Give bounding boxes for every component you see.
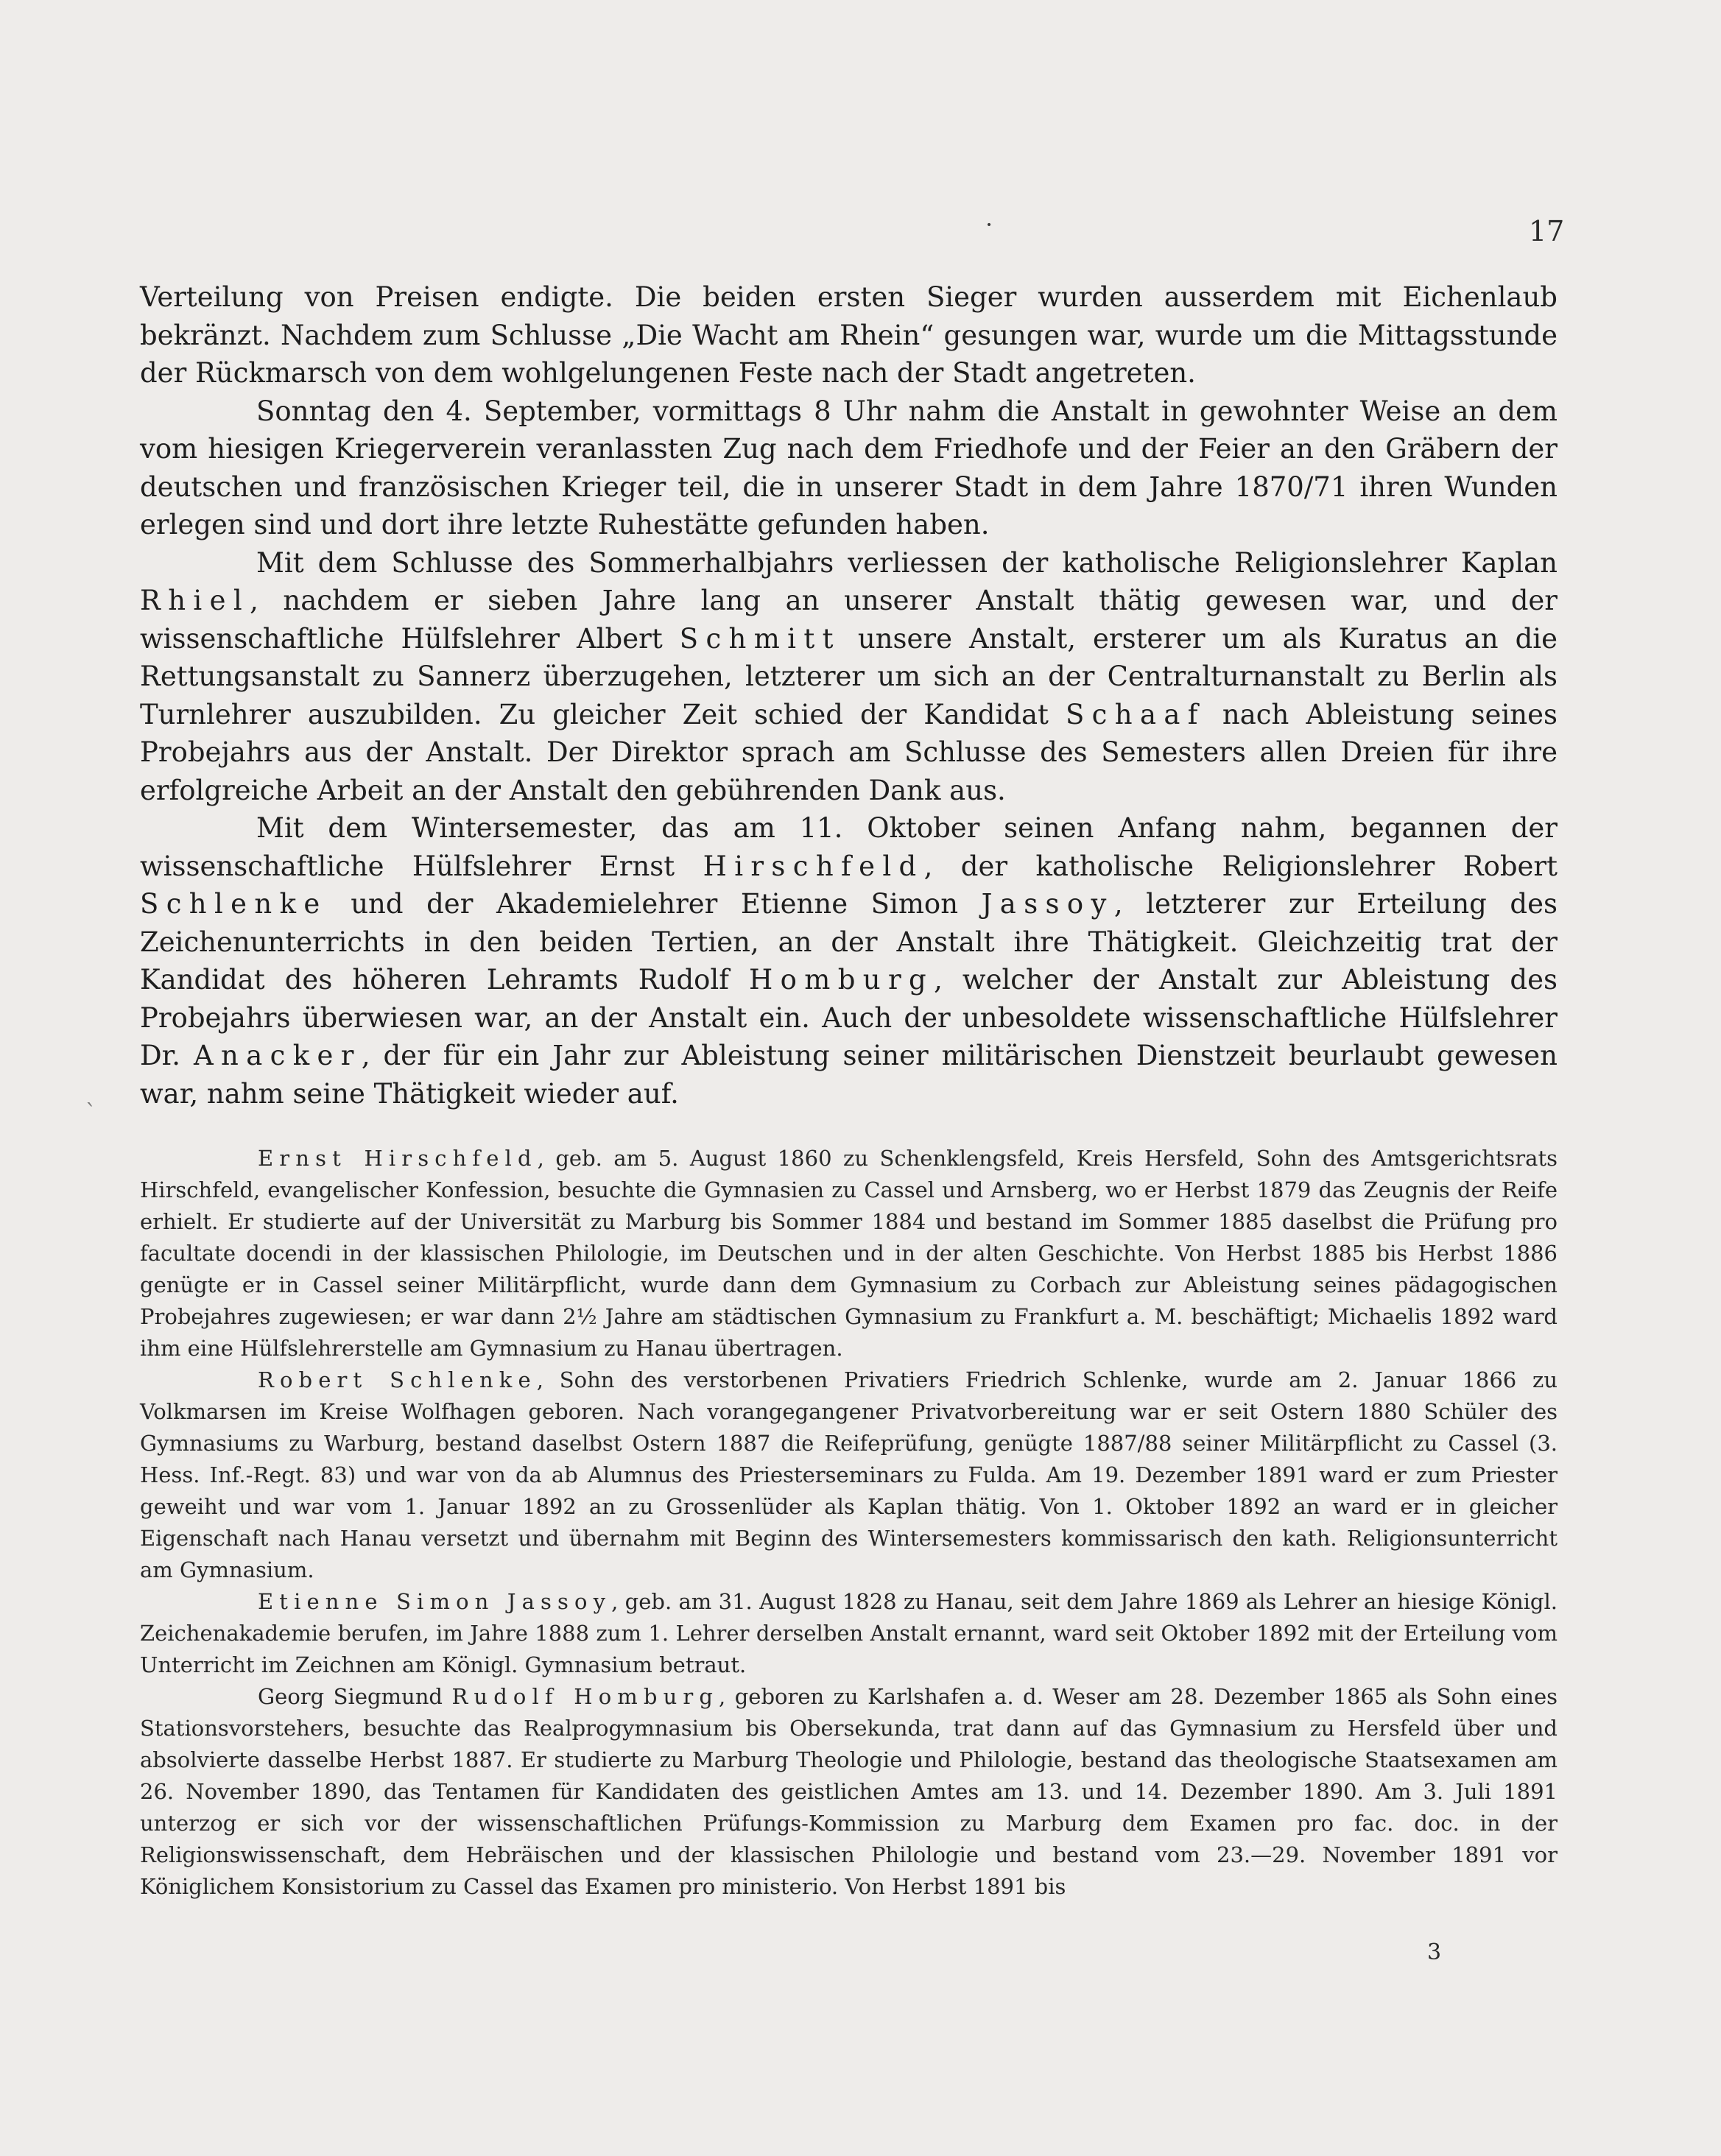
note-text: , geb. am 31. August 1828 zu Hanau, seit dem Jahre 1869 als Lehrer an hiesige Königl. Zeichenakademie berufen, im Jahre 1888 zum 1. Lehrer derselben Anstalt ernannt, ward seit Oktober 1892 mit der Erteilung vom Unterricht im Zeichnen am Königl. Gymnasium betraut. xyxy=(140,1589,1558,1677)
name-jassoy: Jassoy xyxy=(981,888,1114,920)
paragraph-1: Verteilung von Preisen endigte. Die beiden ersten Sieger wurden ausserdem mit Eichenlaub bekränzt. Nachdem zum Schlusse „Die Wacht am Rhein“ gesungen war, wurde um die Mittagsstunde der Rückmarsch von dem wohlgelungenen Feste nach der Stadt angetreten. xyxy=(140,281,1558,389)
name-anacker: Anacker xyxy=(193,1040,362,1071)
note-name: Robert Schlenke xyxy=(258,1367,537,1392)
paragraph-3-text: unsere Anstalt, ersterer um als Kuratus an die Rettungsanstalt zu Sannerz überzugehen, letzterer um sich an der Centralturnanstalt zu Berlin als Turnlehrer auszubilden. Zu gleicher Zeit schied der Kandidat xyxy=(140,622,1558,730)
paragraph-3-text: nach Ableistung seines Probejahrs aus der Anstalt. Der Direktor sprach am Schlusse des Semesters allen Dreien für ihre erfolgreiche Arbeit an der Anstalt den gebührenden Dank aus. xyxy=(140,698,1558,806)
paragraph-4-text: , der für ein Jahr zur Ableistung seiner militärischen Dienstzeit beurlaubt gewesen war, nahm seine Thätigkeit wieder auf. xyxy=(140,1040,1558,1110)
note-prefix: Georg Siegmund xyxy=(258,1684,443,1709)
biographical-notes xyxy=(140,1143,1558,1903)
note-name: Rudolf Homburg xyxy=(451,1684,719,1709)
paragraph-4-text: Mit dem Wintersemester, das am 11. Oktober seinen Anfang nahm, begannen der wissenschaftliche Hülfslehrer Ernst xyxy=(140,812,1558,882)
paragraph-3-text: , nachdem er sieben Jahre lang an unserer Anstalt thätig gewesen war, und der wissenschaftliche Hülfslehrer Albert xyxy=(140,585,1558,655)
name-hirschfeld: Hirschfeld xyxy=(703,850,924,882)
note-name: Etienne Simon Jassoy xyxy=(258,1589,612,1614)
note-schlenke xyxy=(140,1364,1558,1586)
name-schmitt: Schmitt xyxy=(679,622,841,655)
paragraph-4-text: , der katholische Religionslehrer Robert xyxy=(923,850,1558,882)
note-text: , geboren zu Karlshafen a. d. Weser am 28. Dezember 1865 als Sohn eines Stationsvorstehers, besuchte das Realprogymnasium bis Obersekunda, trat dann auf das Gymnasium zu Hersfeld über und absolvierte dasselbe Herbst 1887. Er studierte zu Marburg Theologie und Philologie, bestand das theologische Staatsexamen am 26. November 1890, das Tentamen für Kandidaten des geistlichen Amtes am 13. und 14. Dezember 1890. Am 3. Juli 1891 unterzog er sich vor der wissenschaftlichen Prüfungs-Kommission zu Marburg dem Examen pro fac. doc. in der Religionswissenschaft, dem Hebräischen und der klassischen Philologie und bestand vom 23.—29. November 1891 vor Königlichem Konsistorium zu Cassel das Examen pro ministerio. Von Herbst 1891 bis xyxy=(140,1684,1558,1899)
stray-margin-mark: ˋ xyxy=(85,1100,96,1126)
paragraph-4 xyxy=(140,809,1558,1113)
note-hirschfeld xyxy=(140,1143,1558,1364)
paragraph-3-text: Mit dem Schlusse des Sommerhalbjahrs verliessen der katholische Religionslehrer Kaplan xyxy=(256,546,1558,579)
page-dot-mark: · xyxy=(985,211,993,239)
main-text xyxy=(140,278,1558,1113)
note-text: , Sohn des verstorbenen Privatiers Friedrich Schlenke, wurde am 2. Januar 1866 zu Volkmarsen im Kreise Wolfhagen geboren. Nach vorangegangener Privatvorbereitung war er seit Ostern 1880 Schüler des Gymnasiums zu Warburg, bestand daselbst Ostern 1887 die Reifeprüfung, genügte 1887/88 seiner Militärpflicht zu Cassel (3. Hess. Inf.-Regt. 83) und war von da ab Alumnus des Priesterseminars zu Fulda. Am 19. Dezember 1891 ward er zum Priester geweiht und war vom 1. Januar 1892 an zu Grossenlüder als Kaplan thätig. Von 1. Oktober 1892 an ward er in gleicher Eigenschaft nach Hanau versetzt und übernahm mit Beginn des Wintersemesters kommissarisch den kath. Religionsunterricht am Gymnasium. xyxy=(140,1367,1558,1582)
note-homburg xyxy=(140,1681,1558,1903)
name-homburg: Homburg xyxy=(749,964,935,996)
paragraph-4-text: , welcher der Anstalt zur Ableistung des Probejahrs überwiesen war, an der Anstalt ein. Auch der unbesoldete wissenschaftliche Hülfslehrer Dr. xyxy=(140,964,1558,1071)
paragraph-4-text: und der Akademielehrer Etienne Simon xyxy=(351,888,959,920)
note-jassoy xyxy=(140,1586,1558,1681)
name-schlenke: Schlenke xyxy=(140,888,328,920)
signature-mark: 3 xyxy=(1427,1940,1442,1965)
note-name: Ernst Hirschfeld xyxy=(258,1146,538,1171)
note-text: , geb. am 5. August 1860 zu Schenklengsfeld, Kreis Hersfeld, Sohn des Amtsgerichtsrats Hirschfeld, evangelischer Konfession, besuchte die Gymnasien zu Cassel und Arnsberg, wo er Herbst 1879 das Zeugnis der Reife erhielt. Er studierte auf der Universität zu Marburg bis Sommer 1884 und bestand im Sommer 1885 daselbst die Prüfung pro facultate docendi in der klassischen Philologie, im Deutschen und in der alten Geschichte. Von Herbst 1885 bis Herbst 1886 genügte er in Cassel seiner Militärpflicht, wurde dann dem Gymnasium zu Corbach zur Ableistung seines pädagogischen Probejahres zugewiesen; er war dann 2½ Jahre am städtischen Gymnasium zu Frankfurt a. M. beschäftigt; Michaelis 1892 ward ihm eine Hülfslehrerstelle am Gymnasium zu Hanau übertragen. xyxy=(140,1146,1558,1361)
paragraph-3 xyxy=(140,544,1558,810)
paragraph-2: Sonntag den 4. September, vormittags 8 Uhr nahm die Anstalt in gewohnter Weise an dem vom hiesigen Kriegerverein veranlassten Zug nach dem Friedhofe und der Feier an den Gräbern der deutschen und französischen Krieger teil, die in unserer Stadt in dem Jahre 1870/71 ihren Wunden erlegen sind und dort ihre letzte Ruhestätte gefunden haben. xyxy=(140,395,1558,540)
name-rhiel: Rhiel xyxy=(140,585,250,616)
name-schaaf: Schaaf xyxy=(1065,698,1206,730)
paragraph-4-text: , letzterer zur Erteilung des Zeichenunterrichts in den beiden Tertien, an der Anstalt ihre Thätigkeit. Gleichzeitig trat der Kandidat des höheren Lehramts Rudolf xyxy=(140,888,1558,996)
page-number: 17 xyxy=(1529,215,1565,247)
